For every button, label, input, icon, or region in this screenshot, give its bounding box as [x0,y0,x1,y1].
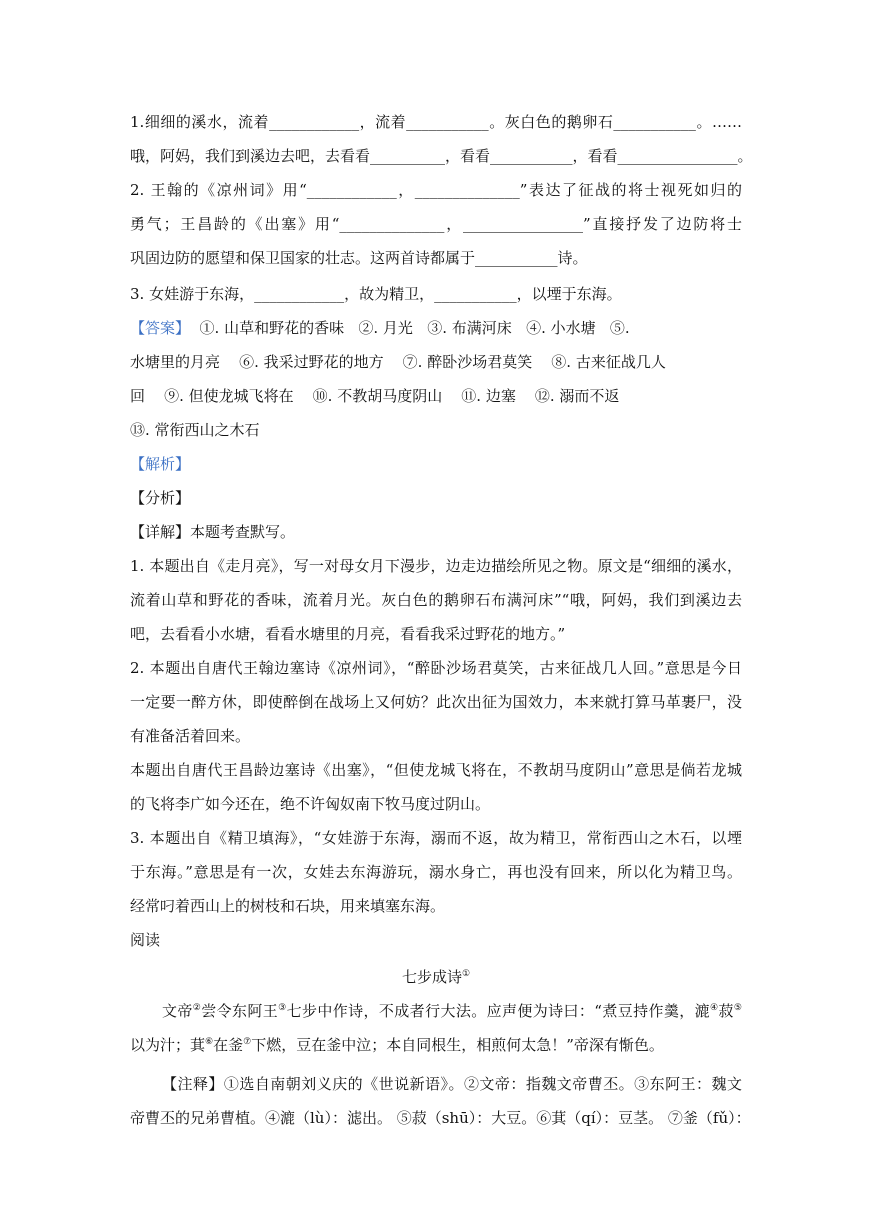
p1-text-b: 尝令东阿王 [201,1002,279,1020]
footnote-3: ③ [278,1003,287,1013]
poem-title-text: 七步成诗 [401,968,462,986]
question-1-line-1: 1.细细的溪水，流着____________，流着___________。灰白色的鹅卵石___________。…… [130,113,742,131]
p1-text-c: 七步中作诗，不成者行大法。应声便为诗曰：“煮豆持作羹，漉 [286,1002,711,1020]
question-2-line-2: 勇气；王昌龄的《出塞》用“______________，________________”直接抒发了边防将士 [130,215,742,233]
answer-line-3: 回 ⑨. 但使龙城飞将在 ⑩. 不教胡马度阴山 ⑪. 边塞 ⑫. 溺而不返 [130,387,620,405]
analysis-tag: 【解析】 [130,455,191,473]
question-3-line: 3. 女娃游于东海，____________，故为精卫，___________，以堙于东海。 [130,285,622,303]
p1-text-d: 菽 [718,1002,734,1020]
poem-paragraph-line-2 [130,1032,742,1055]
reading-heading: 阅读 [130,931,161,949]
explanation-2-line-2: 一定要一醉方休，即使醉倒在战场上又何妨？此次出征为国效力，本来就打算马革裹尸，没 [130,693,742,711]
explanation-2b-line-2: 的飞将李广如今还在，绝不许匈奴南下牧马度过阴山。 [130,795,491,813]
explanation-1-line-1: 1. 本题出自《走月亮》，写一对母女月下漫步，边走边描绘所见之物。原文是“细细的溪水， [130,557,742,575]
footnote-2: ② [192,1003,202,1013]
fenxi-heading: 【分析】 [130,489,191,507]
answer-line-1 [130,318,742,338]
answer-line-2: 水塘里的月亮 ⑥. 我采过野花的地方 ⑦. 醉卧沙场君莫笑 ⑧. 古来征战几人 [130,353,666,371]
footnote-7: ⑦ [243,1037,252,1047]
footnote-5: ⑤ [733,1003,742,1013]
explanation-2-line-3: 有准备活着回来。 [130,727,251,745]
poem-title-footnote: ① [461,969,471,979]
detail-heading: 【详解】本题考查默写。 [130,523,296,541]
p2-text-a: 以为汁；萁 [130,1036,206,1054]
explanation-3-line-3: 经常叼着西山上的树枝和石块，用来填塞东海。 [130,897,446,915]
p2-text-b: 在釜 [213,1036,244,1054]
p1-text-a: 文帝 [162,1002,193,1020]
question-2-line-3: 巩固边防的愿望和保卫国家的壮志。这两首诗都属于___________诗。 [130,249,588,267]
answer-tag: 【答案】 [130,319,191,337]
explanation-2b-line-1: 本题出自唐代王昌龄边塞诗《出塞》，“但使龙城飞将在，不教胡马度阴山”意思是倘若龙城 [130,761,742,779]
answer-line-4: ⑬. 常衔西山之木石 [130,421,260,439]
answer-line-1-text: ①. 山草和野花的香味 ②. 月光 ③. 布满河床 ④. 小水塘 ⑤. [190,319,630,337]
footnote-4: ④ [710,1003,719,1013]
explanation-1-line-2: 流着山草和野花的香味，流着月光。灰白色的鹅卵石布满河床”“哦，阿妈，我们到溪边去 [130,591,742,609]
question-2-line-1: 2. 王翰的《凉州词》用“____________，______________”表达了征战的将士视死如归的 [130,181,742,199]
explanation-1-line-3: 吧，去看看小水塘，看看水塘里的月亮，看看我采过野花的地方。” [130,625,566,643]
explanation-3-line-2: 于东海。”意思是有一次，女娃去东海游玩，溺水身亡，再也没有回来，所以化为精卫鸟。 [130,863,742,881]
explanation-3-line-1: 3. 本题出自《精卫填海》，“女娃游于东海，溺而不返，故为精卫，常衔西山之木石，以堙 [130,829,742,847]
p2-text-c: 下燃，豆在釜中泣；本自同根生，相煎何太急！”帝深有惭色。 [251,1036,664,1054]
notes-line-2: 帝曹丕的兄弟曹植。④漉（lù）：滤出。 ⑤菽（shū）：大豆。⑥萁（qí）：豆茎。 ⑦釜（fǔ）： [130,1109,751,1127]
poem-paragraph-line-1 [162,998,742,1021]
notes-line-1: 【注释】①选自南朝刘义庆的《世说新语》。②文帝：指魏文帝曹丕。③东阿王：魏文 [162,1075,742,1093]
poem-title [130,964,742,987]
question-1-line-2: 哦，阿妈，我们到溪边去吧，去看看__________，看看___________，看看________________。 [130,147,753,165]
footnote-6: ⑥ [205,1037,214,1047]
explanation-2-line-1: 2. 本题出自唐代王翰边塞诗《凉州词》，“醉卧沙场君莫笑，古来征战几人回。”意思是今日 [130,659,742,677]
